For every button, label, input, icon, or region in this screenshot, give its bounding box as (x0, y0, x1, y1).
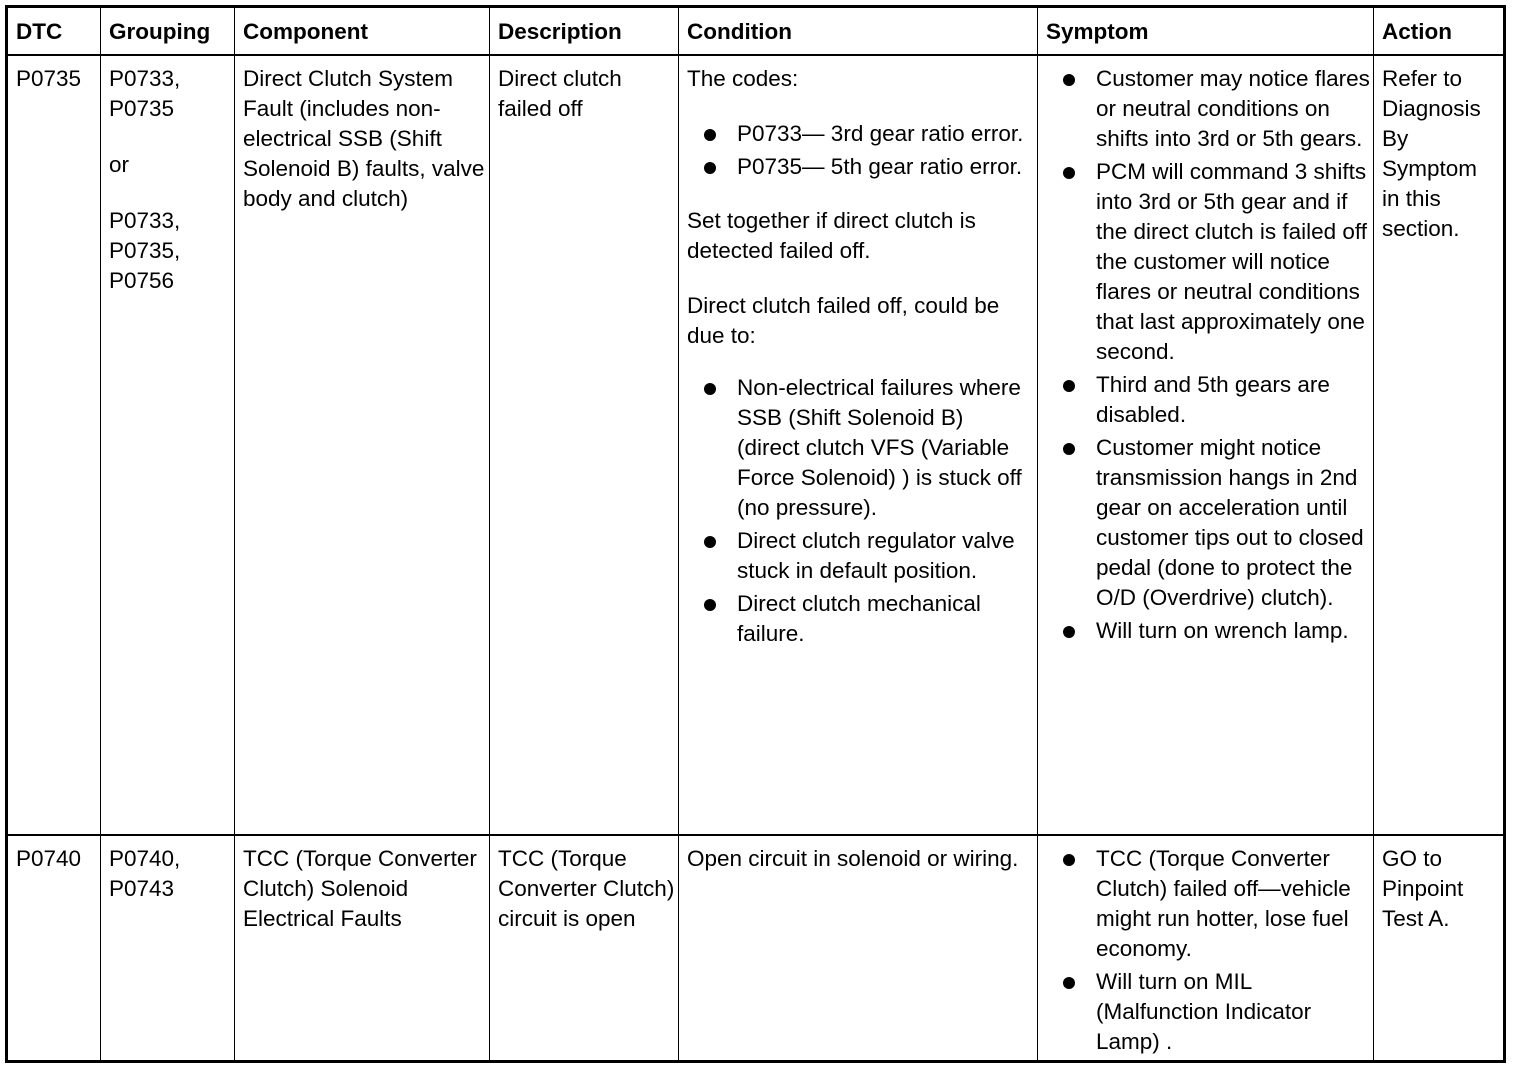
list-item: Third and 5th gears are disabled. (1096, 370, 1373, 430)
header-grouping: Grouping (101, 8, 235, 54)
grouping-list-2: P0733, P0735, P0756 (109, 208, 181, 293)
list-item: Direct clutch regulator valve stuck in default position. (737, 526, 1031, 586)
list-item: TCC (Torque Converter Clutch) failed off—vehicle might run hotter, lose fuel economy. (1096, 844, 1373, 964)
header-condition: Condition (679, 8, 1038, 54)
table-header-row (8, 8, 1503, 56)
list-item: Will turn on wrench lamp. (1096, 616, 1373, 646)
dtc-cell: P0740 (8, 836, 101, 1060)
header-symptom: Symptom (1038, 8, 1374, 54)
symptom-list (1046, 64, 1373, 646)
list-item: P0733— 3rd gear ratio error. (737, 119, 1031, 149)
condition-paragraph: Direct clutch failed off, could be due to: (687, 293, 1000, 348)
condition-paragraph: Set together if direct clutch is detected failed off. (687, 208, 976, 263)
action-cell: Refer to Diagnosis By Symptom in this section. (1382, 66, 1481, 241)
condition-intro: The codes: (687, 66, 799, 91)
symptom-cell (1038, 836, 1374, 1060)
header-component: Component (235, 8, 490, 54)
description-cell: TCC (Torque Converter Clutch) circuit is open (490, 836, 679, 1060)
component-cell: TCC (Torque Converter Clutch) Solenoid Electrical Faults (235, 836, 490, 1060)
grouping-or: or (109, 152, 130, 177)
header-dtc: DTC (8, 8, 101, 54)
condition-cell: Open circuit in solenoid or wiring. (679, 836, 1038, 1060)
grouping-cell (101, 56, 235, 834)
list-item: P0735— 5th gear ratio error. (737, 152, 1031, 182)
condition-codes-list (687, 119, 1031, 182)
table-row-p0735 (8, 56, 1503, 836)
list-item: Will turn on MIL (Malfunction Indicator Lamp) . (1096, 967, 1373, 1057)
condition-causes-list (687, 373, 1031, 649)
list-item: Customer may notice flares or neutral conditions on shifts into 3rd or 5th gears. (1096, 64, 1373, 154)
list-item: Non-electrical failures where SSB (Shift Solenoid B) (direct clutch VFS (Variable Force Solenoid) ) is stuck off (no pressure). (737, 373, 1031, 523)
list-item: Direct clutch mechanical failure. (737, 589, 1031, 649)
table-row-p0740 (8, 836, 1503, 1060)
symptom-list (1046, 844, 1373, 1057)
dtc-table (5, 5, 1506, 1063)
dtc-cell: P0735 (8, 56, 101, 834)
header-description: Description (490, 8, 679, 54)
component-cell: Direct Clutch System Fault (includes non-electrical SSB (Shift Solenoid B) faults, valve body and clutch) (235, 56, 490, 834)
condition-cell (679, 56, 1038, 834)
list-item: PCM will command 3 shifts into 3rd or 5th gear and if the direct clutch is failed off the customer will notice flares or neutral conditions that last approximately one second. (1096, 157, 1373, 367)
description-cell: Direct clutch failed off (490, 56, 679, 834)
list-item: Customer might notice transmission hangs in 2nd gear on acceleration until customer tips out to closed pedal (done to protect the O/D (Overdrive) clutch). (1096, 433, 1373, 613)
grouping-cell: P0740, P0743 (101, 836, 235, 1060)
symptom-cell (1038, 56, 1374, 834)
header-action: Action (1382, 19, 1452, 44)
grouping-list-1: P0733, P0735 (109, 66, 181, 121)
action-cell: GO to Pinpoint Test A. (1382, 846, 1464, 931)
